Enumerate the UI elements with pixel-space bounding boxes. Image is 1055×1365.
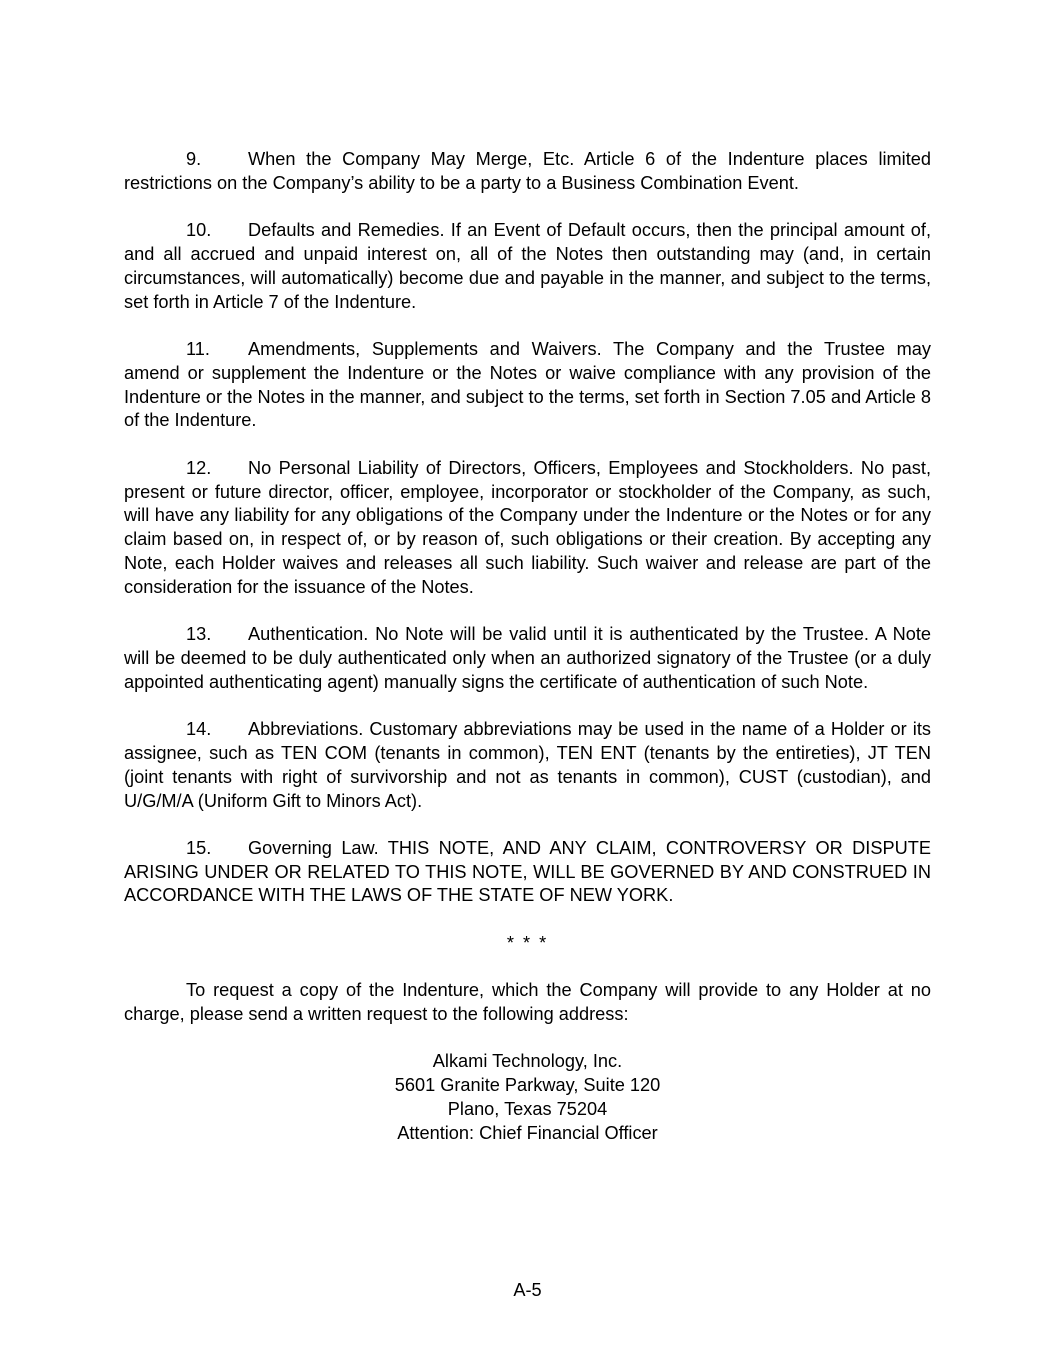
section-text: Authentication. No Note will be valid until it is authenticated by the Trustee. A Note will be deemed to be duly authenticated only when an authorized signatory of the Trustee (or a duly appointed authenticating agent) manually signs the certificate of authentication of such Note. <box>124 624 931 692</box>
address-street: 5601 Granite Parkway, Suite 120 <box>394 1075 661 1096</box>
section-text: Governing Law. THIS NOTE, AND ANY CLAIM, CONTROVERSY OR DISPUTE ARISING UNDER OR RELATED TO THIS NOTE, WILL BE GOVERNED BY AND CONSTRUED IN ACCORDANCE WITH THE LAWS OF THE STATE OF NEW YORK. <box>124 837 931 906</box>
section-number: 9. <box>186 149 202 169</box>
section-14 <box>124 718 931 813</box>
page-number: A-5 <box>513 1280 542 1300</box>
section-text: Defaults and Remedies. If an Event of Default occurs, then the principal amount of, and all accrued and unpaid interest on, all of the Notes then outstanding may (and, in certain circumstances, will automatically) become due and payable in the manner, and subject to the terms, set forth in Article 7 of the Indenture. <box>124 220 931 312</box>
section-number: 15. <box>186 837 212 858</box>
address-attention: Attention: Chief Financial Officer <box>397 1122 658 1143</box>
section-text: No Personal Liability of Directors, Officers, Employees and Stockholders. No past, present or future director, officer, employee, incorporator or stockholder of the Company, as such, will have any liability for any obligations of the Company under the Indenture or the Notes or for any claim based on, in respect of, or by reason of, such obligations or their creation. By accepting any Note, each Holder waives and releases all such liability. Such waiver and release are part of the consideration for the issuance of the Notes. <box>124 457 931 597</box>
section-text: When the Company May Merge, Etc. Article 6 of the Indenture places limited restrictions on the Company’s ability to be a party to a Business Combination Event. <box>124 149 931 193</box>
section-15 <box>124 837 931 908</box>
section-number: 14. <box>186 719 212 740</box>
section-number: 10. <box>186 220 212 241</box>
section-number: 13. <box>186 624 212 645</box>
section-separator: * * * <box>506 932 549 953</box>
request-paragraph: To request a copy of the Indenture, which the Company will provide to any Holder at no charge, please send a written request to the following address: <box>124 980 931 1025</box>
section-11 <box>124 338 931 433</box>
section-text: Amendments, Supplements and Waivers. The Company and the Trustee may amend or supplement the Indenture or the Notes or waive compliance with any provision of the Indenture or the Notes in the manner, and subject to the terms, set forth in Section 7.05 and Article 8 of the Indenture. <box>124 338 931 431</box>
section-10 <box>124 219 931 314</box>
section-text: Abbreviations. Customary abbreviations may be used in the name of a Holder or its assignee, such as TEN COM (tenants in common), TEN ENT (tenants by the entireties), JT TEN (joint tenants with right of survivorship and not as tenants in common), CUST (custodian), and U/G/M/A (Uniform Gift to Minors Act). <box>124 719 931 811</box>
section-12 <box>124 457 931 600</box>
document-body <box>124 148 931 1146</box>
section-9 <box>124 148 931 196</box>
section-number: 11. <box>186 338 210 359</box>
address-company: Alkami Technology, Inc. <box>432 1051 623 1072</box>
section-13 <box>124 623 931 694</box>
section-number: 12. <box>186 457 212 478</box>
mailing-address <box>124 1050 931 1145</box>
address-city: Plano, Texas 75204 <box>447 1099 608 1120</box>
